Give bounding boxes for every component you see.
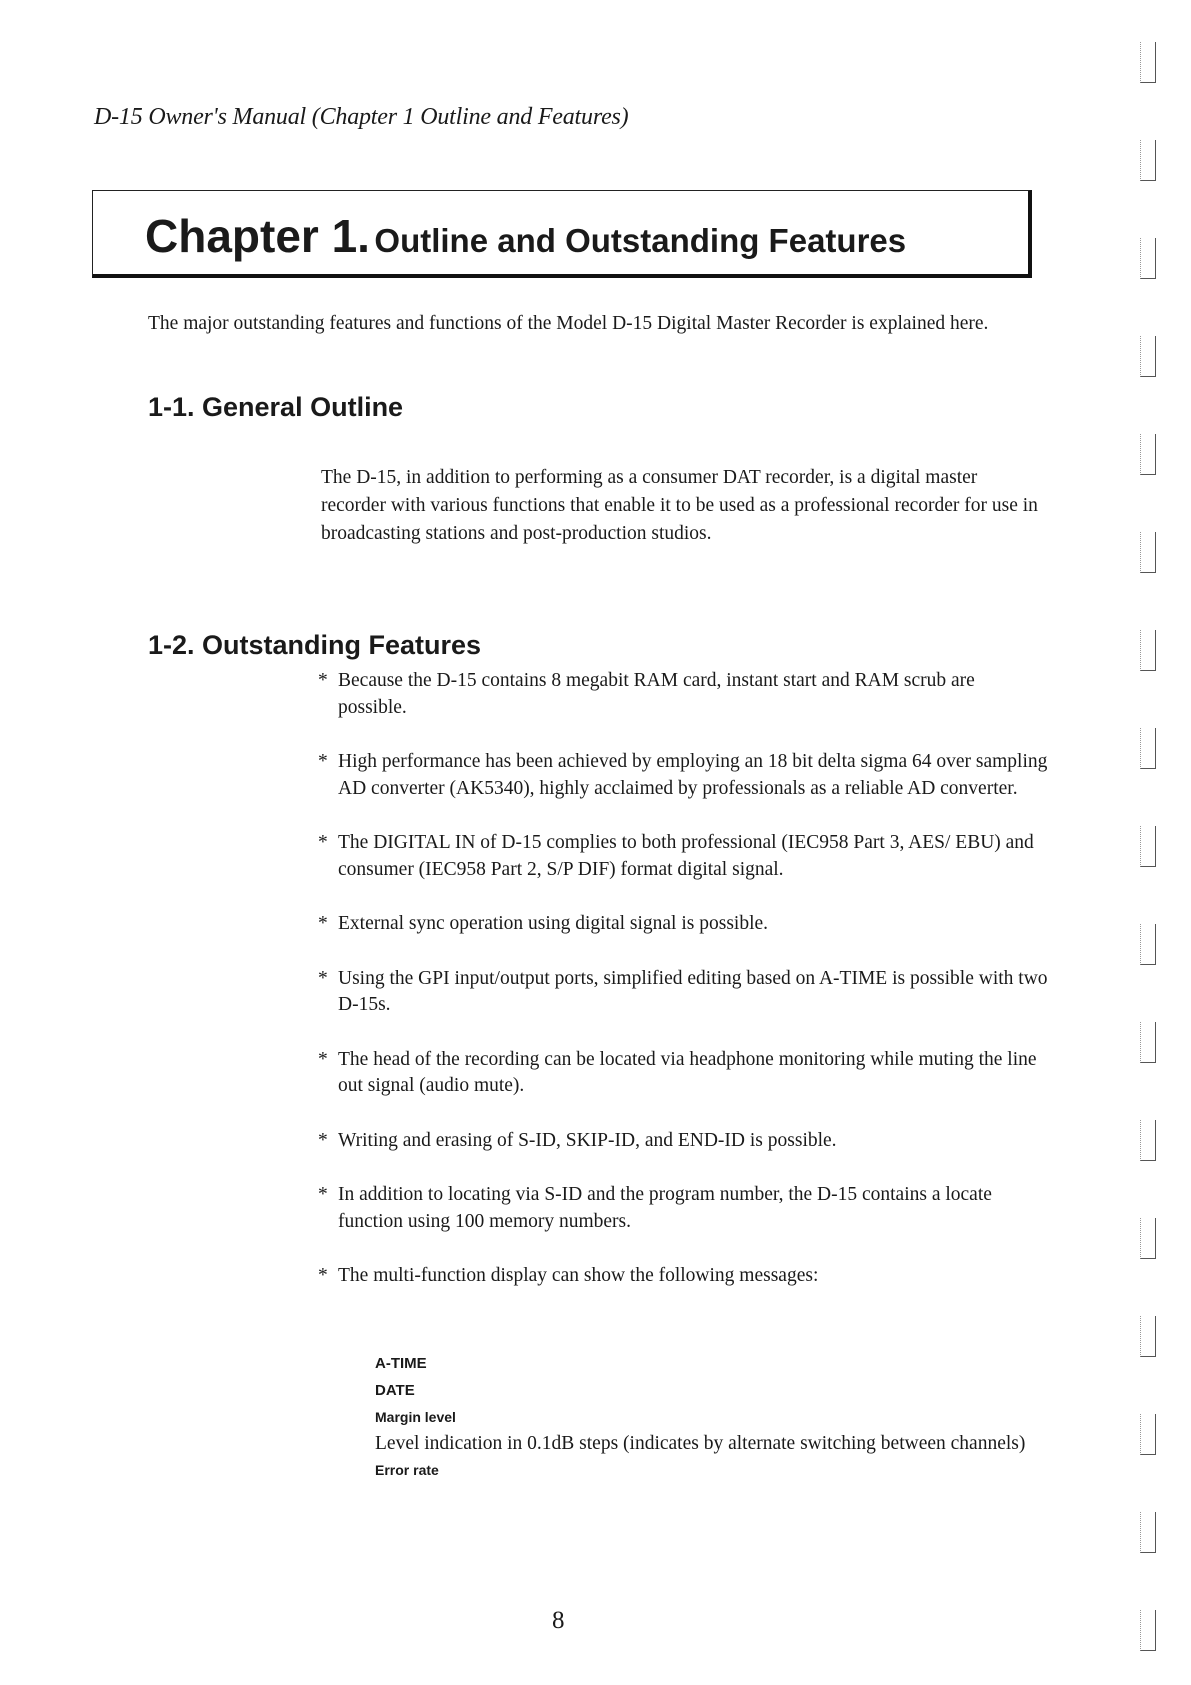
binding-mark — [1140, 1022, 1156, 1063]
list-item: * Using the GPI input/output ports, simplified editing based on A-TIME is possible with two D-15s. — [318, 967, 1048, 1015]
binding-mark — [1140, 140, 1156, 181]
list-item: * Because the D-15 contains 8 megabit RAM card, instant start and RAM scrub are possible. — [318, 670, 975, 718]
list-item: * The head of the recording can be located via headphone monitoring while muting the line out signal (audio mute). — [318, 1048, 1037, 1096]
binding-margin-marks — [1140, 30, 1162, 1670]
display-desc-margin-level: Level indication in 0.1dB steps (indicates by alternate switching between channels) — [375, 1433, 1026, 1454]
display-label-date: DATE — [375, 1382, 415, 1399]
feature-list — [318, 668, 1048, 1318]
binding-mark — [1140, 924, 1156, 965]
chapter-title-box — [92, 190, 1032, 278]
binding-mark — [1140, 1512, 1156, 1553]
binding-mark — [1140, 434, 1156, 475]
display-messages — [375, 1350, 1045, 1484]
display-label-margin-level: Margin level — [375, 1409, 456, 1425]
binding-mark — [1140, 1610, 1156, 1651]
binding-mark — [1140, 728, 1156, 769]
display-label-error-rate: Error rate — [375, 1462, 439, 1478]
binding-mark — [1140, 1414, 1156, 1455]
binding-mark — [1140, 630, 1156, 671]
list-item: * Writing and erasing of S-ID, SKIP-ID, and END-ID is possible. — [318, 1129, 837, 1151]
binding-mark — [1140, 1120, 1156, 1161]
binding-mark — [1140, 1316, 1156, 1357]
list-item: * External sync operation using digital signal is possible. — [318, 913, 769, 934]
intro-paragraph: The major outstanding features and functions of the Model D-15 Digital Master Recorder is explained here. — [148, 313, 989, 334]
list-item: * In addition to locating via S-ID and the program number, the D-15 contains a locate function using 100 memory numbers. — [318, 1184, 992, 1232]
general-outline-paragraph: The D-15, in addition to performing as a consumer DAT recorder, is a digital master recorder with various functions that enable it to be used as a professional recorder for use in broadcasting stations and post-production studios. — [321, 467, 1038, 544]
running-head: D-15 Owner's Manual (Chapter 1 Outline and Features) — [94, 104, 629, 130]
binding-mark — [1140, 336, 1156, 377]
binding-mark — [1140, 826, 1156, 867]
binding-mark — [1140, 532, 1156, 573]
chapter-title — [145, 209, 906, 263]
binding-mark — [1140, 238, 1156, 279]
chapter-name: Outline and Outstanding Features — [374, 222, 907, 259]
list-item: * The DIGITAL IN of D-15 complies to both professional (IEC958 Part 3, AES/ EBU) and consumer (IEC958 Part 2, S/P DIF) format digital signal. — [318, 832, 1034, 880]
chapter-number: Chapter 1 — [145, 210, 358, 262]
list-item: * High performance has been achieved by employing an 18 bit delta sigma 64 over sampling AD converter (AK5340), highly acclaimed by professionals as a reliable AD converter. — [318, 751, 1048, 799]
display-label-a-time: A-TIME — [375, 1355, 427, 1372]
binding-mark — [1140, 1218, 1156, 1259]
chapter-separator: . — [357, 210, 370, 262]
section-heading-outstanding-features: 1-2. Outstanding Features — [148, 630, 482, 660]
section-heading-general-outline: 1-1. General Outline — [148, 392, 404, 422]
list-item: * The multi-function display can show the following messages: — [318, 1265, 819, 1286]
binding-mark — [1140, 42, 1156, 83]
page-number: 8 — [552, 1607, 565, 1634]
